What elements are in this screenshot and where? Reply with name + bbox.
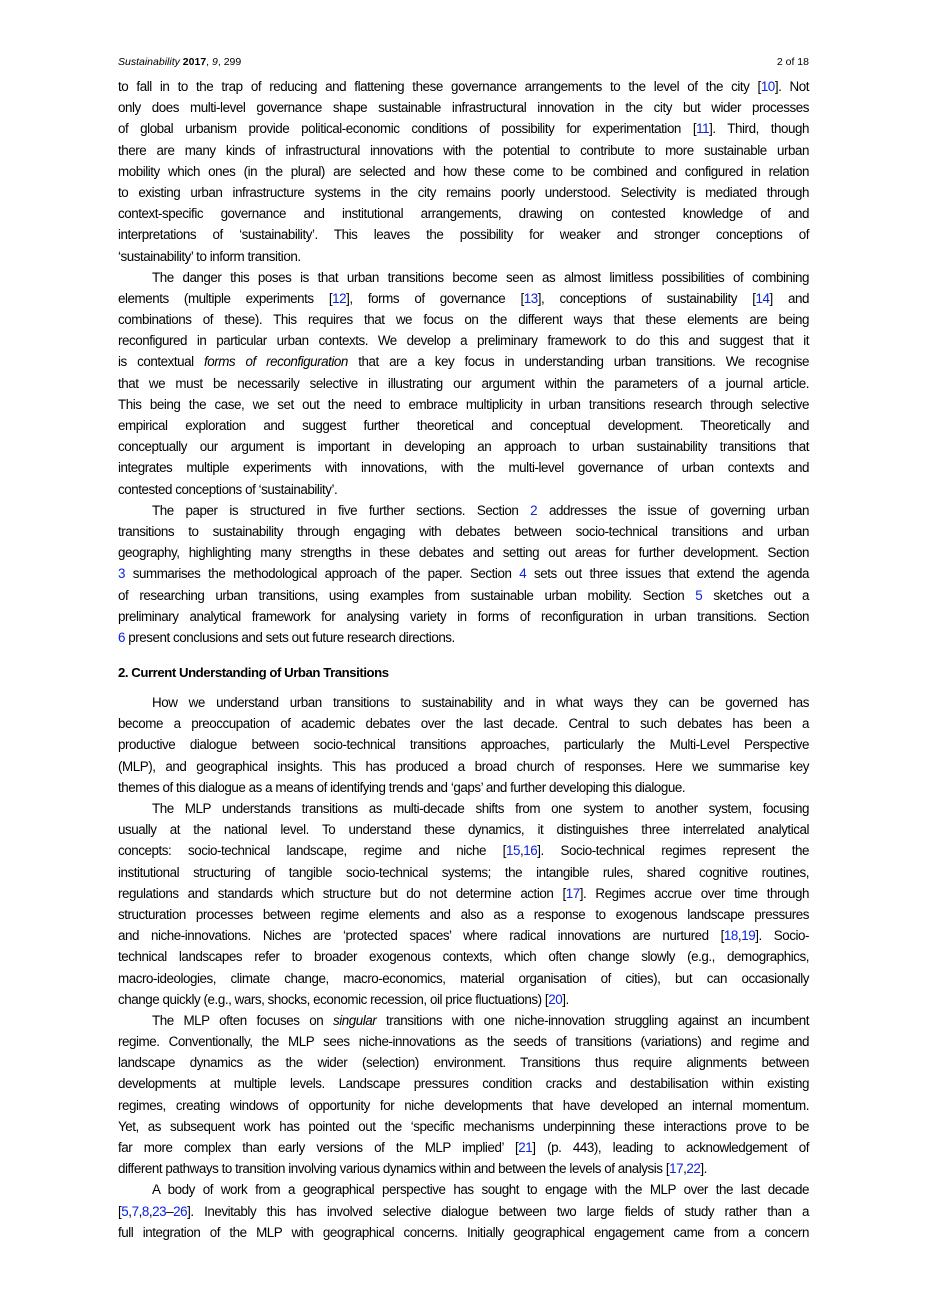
text-run: context-specific governance and institutional arrangements, drawing on contested knowledge of and xyxy=(118,206,809,222)
text-line xyxy=(118,521,809,542)
citation-link[interactable]: 17 xyxy=(565,885,580,901)
text-line xyxy=(118,330,809,351)
paragraph xyxy=(118,1010,809,1180)
text-line xyxy=(118,563,809,584)
text-run: full integration of the MLP with geographical concerns. Initially geographical engagement came from a concern xyxy=(118,1224,809,1240)
text-run: empirical exploration and suggest further theoretical and conceptual development. Theoretically and xyxy=(118,418,809,433)
text-run: institutional structuring of tangible socio-technical systems; the intangible rules, shared cognitive routines, xyxy=(118,864,809,880)
article-number: 299 xyxy=(223,56,242,68)
journal-citation: Sustainability 2017, 9, 299 xyxy=(118,56,242,68)
paragraph xyxy=(118,500,809,648)
text-line xyxy=(118,1095,809,1116)
text-line xyxy=(118,267,809,288)
text-line xyxy=(118,394,809,415)
text-line xyxy=(118,161,809,182)
text-run: different pathways to transition involving various dynamics within and between the levels of analysis [ xyxy=(118,1161,670,1177)
text-run: elements (multiple experiments [ xyxy=(118,290,333,306)
text-run: structuration processes between regime elements and also as a response to exogenous landscape pressures xyxy=(118,906,809,922)
text-run: ]. Socio- xyxy=(755,928,809,944)
text-line xyxy=(118,542,809,563)
text-line xyxy=(118,1052,809,1073)
text-run: and niche-innovations. Niches are ‘protected spaces’ where radical innovations are nurtured [ xyxy=(118,928,724,944)
text-run: of researching urban transitions, using examples from sustainable urban mobility. Section xyxy=(118,587,696,603)
citation-link[interactable]: 8 xyxy=(141,1203,149,1219)
paragraph xyxy=(118,798,809,1010)
page-number: 2 of 18 xyxy=(776,56,809,68)
text-run: Yet, as subsequent work has pointed out the ‘specific mechanisms underpinning these interactions prove to be xyxy=(118,1118,809,1134)
text-line xyxy=(118,946,809,967)
text-line xyxy=(118,436,809,457)
text-run: to fall in to the trap of reducing and flattening these governance arrangements to the level of the city [ xyxy=(118,79,761,94)
text-line xyxy=(118,713,809,734)
text-line xyxy=(118,883,809,904)
emphasis-text: forms of reconfiguration xyxy=(203,354,348,370)
text-run: , xyxy=(138,1203,142,1219)
text-run: of global urbanism provide political-economic conditions of possibility for experimentation [ xyxy=(118,121,697,137)
text-run: sets out three issues that extend the agenda xyxy=(526,566,809,582)
text-run: ]. Regimes accrue over time through xyxy=(579,885,809,901)
text-run: only does multi-level governance shape sustainable infrastructural innovation in the city but wider processes xyxy=(118,100,809,116)
text-run: integrates multiple experiments with innovations, with the multi-level governance of urban contexts and xyxy=(118,460,809,476)
text-run: The danger this poses is that urban transitions become seen as almost limitless possibilities of combining xyxy=(152,269,809,285)
text-run: addresses the issue of governing urban xyxy=(537,502,809,518)
text-run: , xyxy=(737,928,742,944)
text-line xyxy=(118,925,809,946)
text-run: regime. Conventionally, the MLP sees niche-innovations as the seeds of transitions (variations) and regime and xyxy=(118,1034,809,1050)
text-run: interpretations of ‘sustainability’. This leaves the possibility for weaker and stronger conceptions of xyxy=(118,227,809,243)
document-body xyxy=(118,76,809,1243)
paragraph xyxy=(118,76,809,267)
text-line xyxy=(118,76,809,97)
journal-volume: 9 xyxy=(212,56,218,68)
text-run: The paper is structured in five further sections. Section xyxy=(152,502,531,518)
text-run: developments at multiple levels. Landscape pressures condition cracks and destabilisation within existing xyxy=(118,1076,809,1092)
text-line xyxy=(118,692,809,713)
text-run: themes of this dialogue as a means of identifying trends and ‘gaps’ and further developing this dialogue. xyxy=(118,779,686,795)
text-run: How we understand urban transitions to sustainability and in what ways they can be governed has xyxy=(152,695,809,711)
text-run: usually at the national level. To understand these dynamics, it distinguishes three interrelated analytical xyxy=(118,822,809,838)
text-line xyxy=(118,904,809,925)
citation-link[interactable]: 10 xyxy=(760,79,775,94)
text-line xyxy=(118,862,809,883)
citation-link[interactable]: 2 xyxy=(530,502,538,518)
text-run: This being the case, we set out the need to embrace multiplicity in urban transitions research through selective xyxy=(118,396,809,412)
text-line xyxy=(118,756,809,777)
text-run: that we must be necessarily selective in illustrating our argument within the parameters of a journal article. xyxy=(118,375,809,391)
text-run: A body of work from a geographical perspective has sought to engage with the MLP over the last decade xyxy=(152,1182,809,1198)
text-run: ‘sustainability’ to inform transition. xyxy=(118,248,301,264)
text-line xyxy=(118,203,809,224)
text-line xyxy=(118,351,809,372)
citation-link[interactable]: 19 xyxy=(741,928,756,944)
text-line xyxy=(118,415,809,436)
text-line xyxy=(118,798,809,819)
text-run: transitions with one niche-innovation struggling against an incumbent xyxy=(376,1012,809,1028)
citation-link[interactable]: 11 xyxy=(696,121,710,137)
text-run: ], forms of governance [ xyxy=(346,290,524,306)
text-line xyxy=(118,288,809,309)
text-run: geography, highlighting many strengths in these debates and setting out areas for further development. Section xyxy=(118,545,809,561)
text-line xyxy=(118,140,809,161)
text-run: summarises the methodological approach of the paper. Section xyxy=(125,566,520,582)
text-line xyxy=(118,585,809,606)
text-run: become a preoccupation of academic debates over the last decade. Central to such debates has been a xyxy=(118,716,809,732)
text-line xyxy=(118,182,809,203)
citation-link[interactable]: 23 xyxy=(152,1203,167,1219)
citation-link[interactable]: 13 xyxy=(523,290,538,306)
text-line xyxy=(118,457,809,478)
text-run: – xyxy=(166,1203,174,1219)
text-run: ]. Not xyxy=(774,79,809,94)
text-run: ]. Third, though xyxy=(709,121,809,137)
text-line xyxy=(118,1179,809,1200)
text-line xyxy=(118,1158,809,1179)
text-line xyxy=(118,246,809,267)
text-line xyxy=(118,97,809,118)
text-run: [ xyxy=(118,1203,122,1219)
text-line xyxy=(118,1116,809,1137)
paragraph xyxy=(118,1179,809,1243)
citation-link[interactable]: 26 xyxy=(173,1203,188,1219)
text-run: productive dialogue between socio-technical transitions approaches, particularly the Multi-Level Perspective xyxy=(118,737,809,753)
text-run: landscape dynamics as the wider (selection) environment. Transitions thus require alignments between xyxy=(118,1055,809,1071)
heading-spacer xyxy=(118,683,809,692)
journal-year: 2017 xyxy=(182,56,207,68)
text-line xyxy=(118,1010,809,1031)
text-run: ], conceptions of sustainability [ xyxy=(537,290,756,306)
emphasis-text: singular xyxy=(332,1012,377,1028)
text-run: ] (p. 443), leading to acknowledgement of xyxy=(532,1140,809,1155)
citation-link[interactable]: 15 xyxy=(505,843,520,859)
text-run: ]. xyxy=(700,1161,707,1177)
text-run: contested conceptions of ‘sustainability’. xyxy=(118,481,338,497)
text-line xyxy=(118,479,809,500)
running-header xyxy=(118,56,809,72)
text-run: , xyxy=(148,1203,153,1219)
text-run: macro-ideologies, climate change, macro-economics, material organisation of cities), but can occasionally xyxy=(118,970,809,986)
text-run: The MLP understands transitions as multi-decade shifts from one system to another system, focusing xyxy=(152,801,809,816)
text-run: combinations of these). This requires that we focus on the different ways that these elements are being xyxy=(118,312,809,328)
text-line xyxy=(118,840,809,861)
text-run: change quickly (e.g., wars, shocks, economic recession, oil price fluctuations) [ xyxy=(118,991,549,1007)
text-line xyxy=(118,224,809,245)
text-run: ] and xyxy=(769,290,809,306)
text-run: to existing urban infrastructure systems in the city remains poorly understood. Selectivity is mediated through xyxy=(118,184,809,200)
text-line xyxy=(118,1137,809,1158)
citation-link[interactable]: 5 xyxy=(695,587,703,603)
text-line xyxy=(118,734,809,755)
citation-link[interactable]: 7 xyxy=(131,1203,139,1219)
text-line xyxy=(118,309,809,330)
text-run: preliminary analytical framework for analysing variety in forms of reconfiguration in urban transitions. Section xyxy=(118,608,809,624)
text-run: far more complex than early versions of the MLP implied’ [ xyxy=(118,1140,519,1155)
citation-link[interactable]: 22 xyxy=(686,1161,701,1177)
text-line xyxy=(118,777,809,798)
section-spacer xyxy=(118,648,809,662)
text-run: that are a key focus in understanding urban transitions. We recognise xyxy=(347,354,810,370)
citation-link[interactable]: 3 xyxy=(118,566,125,582)
section-heading: 2. Current Understanding of Urban Transitions xyxy=(118,665,389,681)
text-line xyxy=(118,1031,809,1052)
text-line xyxy=(118,1222,809,1243)
text-run: , xyxy=(519,843,524,859)
citation-link[interactable]: 18 xyxy=(723,928,738,944)
citation-link[interactable]: 12 xyxy=(332,290,347,306)
text-run: there are many kinds of infrastructural innovations with the potential to contribute to more sustainable urban xyxy=(118,142,809,158)
paragraph xyxy=(118,267,809,500)
text-run: The MLP often focuses on xyxy=(152,1012,333,1028)
citation-link[interactable]: 5 xyxy=(121,1203,129,1219)
text-run: mobility which ones (in the plural) are selected and how these come to be combined and configured in relation xyxy=(118,163,809,179)
citation-link[interactable]: 20 xyxy=(548,991,563,1007)
text-run: , xyxy=(128,1203,132,1219)
text-run: ]. Inevitably this has involved selective dialogue between two large fields of study rather than a xyxy=(187,1203,809,1219)
text-line xyxy=(118,989,809,1010)
text-run: , xyxy=(683,1161,687,1177)
text-run: regulations and standards which structure but do not determine action [ xyxy=(118,885,566,901)
citation-link[interactable]: 6 xyxy=(118,629,125,645)
text-line xyxy=(118,118,809,139)
text-run: is contextual xyxy=(118,354,204,370)
text-run: present conclusions and sets out future research directions. xyxy=(125,629,455,645)
text-run: ]. xyxy=(562,991,569,1007)
text-line xyxy=(118,373,809,394)
text-run: ]. Socio-technical regimes represent the xyxy=(537,843,809,859)
text-run: regimes, creating windows of opportunity for niche developments that have developed an internal momentum. xyxy=(118,1097,809,1113)
text-line xyxy=(118,819,809,840)
text-line xyxy=(118,500,809,521)
text-run: technical landscapes refer to broader exogenous contexts, which often change slowly (e.g., demographics, xyxy=(118,949,809,965)
citation-link[interactable]: 4 xyxy=(519,566,527,582)
citation-link[interactable]: 17 xyxy=(669,1161,684,1177)
text-run: transitions to sustainability through engaging with debates between socio-technical transitions and urban xyxy=(118,523,809,539)
text-line xyxy=(118,1073,809,1094)
text-line xyxy=(118,627,809,648)
citation-link[interactable]: 14 xyxy=(755,290,770,306)
text-run: concepts: socio-technical landscape, regime and niche [ xyxy=(118,843,506,859)
text-run: (MLP), and geographical insights. This has produced a broad church of responses. Here we summarise key xyxy=(118,758,809,774)
text-line xyxy=(118,1201,809,1222)
citation-link[interactable]: 21 xyxy=(518,1140,533,1155)
text-run: sketches out a xyxy=(702,587,809,603)
citation-link[interactable]: 16 xyxy=(523,843,538,859)
text-line xyxy=(118,968,809,989)
text-run: reconfigured in particular urban contexts. We develop a preliminary framework to do this and suggest that it xyxy=(118,333,809,349)
text-run: conceptually our argument is important in developing an approach to urban sustainability transitions that xyxy=(118,439,809,455)
text-line xyxy=(118,606,809,627)
paragraph xyxy=(118,692,809,798)
journal-name: Sustainability xyxy=(118,56,180,68)
